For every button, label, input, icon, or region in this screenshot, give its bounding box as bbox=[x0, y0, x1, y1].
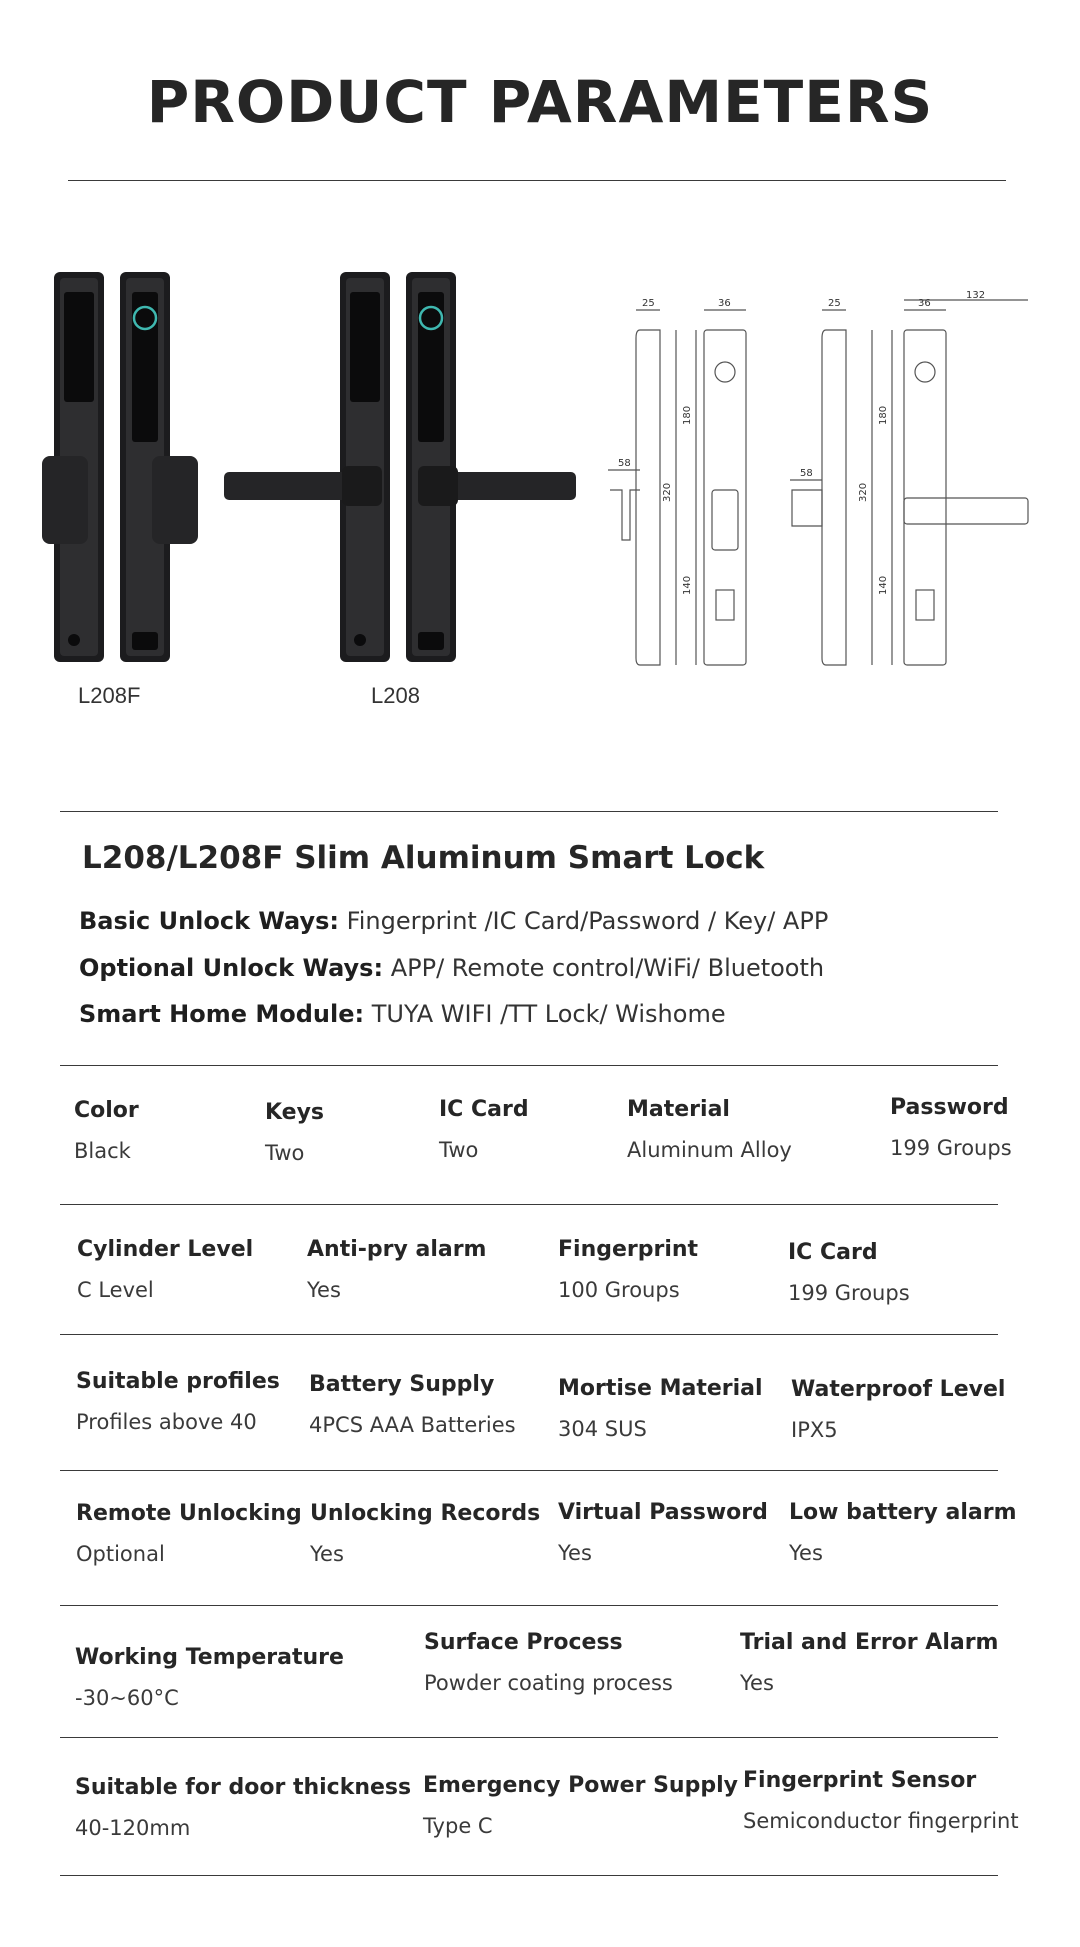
spec-value: Yes bbox=[740, 1671, 774, 1695]
spec-keys bbox=[265, 1100, 324, 1165]
dimension-drawing-b bbox=[786, 290, 1036, 670]
spec-value: 199 Groups bbox=[788, 1281, 910, 1305]
dim-label: 140 bbox=[682, 575, 693, 595]
spec-label: Working Temperature bbox=[75, 1645, 344, 1670]
model-label-l208f: L208F bbox=[78, 683, 141, 708]
spec-label: Unlocking Records bbox=[310, 1501, 541, 1526]
page-title: PRODUCT PARAMETERS bbox=[146, 68, 934, 136]
spec-password bbox=[890, 1095, 1012, 1160]
spec-value: C Level bbox=[77, 1278, 154, 1302]
dim-label: 180 bbox=[682, 405, 693, 425]
feature-label: Basic Unlock Ways: bbox=[79, 907, 340, 935]
spec-value: Semiconductor fingerprint bbox=[743, 1809, 1019, 1833]
spec-value: 4PCS AAA Batteries bbox=[309, 1413, 516, 1437]
spec-surface-process bbox=[424, 1630, 673, 1695]
feature-label: Optional Unlock Ways: bbox=[79, 954, 384, 982]
spec-label: Anti-pry alarm bbox=[307, 1237, 487, 1262]
spec-value: 304 SUS bbox=[558, 1417, 647, 1441]
row-divider bbox=[60, 1204, 998, 1205]
spec-label: Cylinder Level bbox=[77, 1237, 254, 1262]
spec-value: Profiles above 40 bbox=[76, 1410, 257, 1434]
spec-ic-card bbox=[439, 1097, 529, 1162]
spec-label: Battery Supply bbox=[309, 1372, 495, 1397]
spec-value: Yes bbox=[558, 1541, 592, 1565]
spec-label: Fingerprint bbox=[558, 1237, 699, 1262]
row-divider bbox=[60, 1875, 998, 1876]
spec-value: Powder coating process bbox=[424, 1671, 673, 1695]
lock-image-l208 bbox=[222, 262, 582, 672]
spec-label: Suitable for door thickness bbox=[75, 1775, 412, 1800]
spec-label: Surface Process bbox=[424, 1630, 623, 1655]
spec-fingerprint-sensor bbox=[743, 1768, 1019, 1833]
product-name: L208/L208F Slim Aluminum Smart Lock bbox=[82, 840, 765, 876]
feature-optional-unlock bbox=[79, 954, 824, 982]
spec-value: Yes bbox=[789, 1541, 823, 1565]
spec-material bbox=[627, 1097, 792, 1162]
spec-trial-and-error-alarm bbox=[740, 1630, 998, 1695]
spec-label: Mortise Material bbox=[558, 1376, 763, 1401]
dim-label: 180 bbox=[878, 405, 889, 425]
spec-label: Password bbox=[890, 1095, 1009, 1120]
dim-label: 132 bbox=[966, 290, 986, 301]
spec-remote-unlocking bbox=[76, 1501, 302, 1566]
feature-value: APP/ Remote control/WiFi/ Bluetooth bbox=[383, 954, 825, 982]
dim-label: 25 bbox=[828, 298, 841, 309]
spec-value: -30~60°C bbox=[75, 1686, 179, 1710]
feature-value: TUYA WIFI /TT Lock/ Wishome bbox=[364, 1000, 726, 1028]
feature-label: Smart Home Module: bbox=[79, 1000, 365, 1028]
spec-value: Aluminum Alloy bbox=[627, 1138, 792, 1162]
feature-smart-home bbox=[79, 1000, 726, 1028]
spec-suitable-profiles bbox=[76, 1369, 280, 1434]
spec-label: Remote Unlocking bbox=[76, 1501, 302, 1526]
feature-basic-unlock bbox=[79, 907, 828, 935]
row-divider bbox=[60, 1737, 998, 1738]
row-divider bbox=[60, 1065, 998, 1066]
dim-label: 320 bbox=[858, 482, 869, 502]
spec-emergency-power-supply bbox=[423, 1773, 738, 1838]
dim-label: 58 bbox=[800, 468, 813, 479]
spec-door-thickness bbox=[75, 1775, 411, 1840]
dim-label: 36 bbox=[918, 298, 931, 309]
spec-label: Low battery alarm bbox=[789, 1500, 1017, 1525]
dimension-drawing-a bbox=[600, 290, 775, 670]
spec-value: Yes bbox=[307, 1278, 341, 1302]
spec-value: 199 Groups bbox=[890, 1136, 1012, 1160]
spec-value: Optional bbox=[76, 1542, 165, 1566]
spec-battery-supply bbox=[309, 1372, 516, 1437]
spec-value: Two bbox=[439, 1138, 479, 1162]
spec-virtual-password bbox=[558, 1500, 768, 1565]
lock-image-l208f bbox=[38, 262, 198, 672]
spec-label: Waterproof Level bbox=[791, 1377, 1006, 1402]
spec-label: Suitable profiles bbox=[76, 1369, 280, 1394]
feature-value: Fingerprint /IC Card/Password / Key/ APP bbox=[339, 907, 829, 935]
spec-anti-pry-alarm bbox=[307, 1237, 486, 1302]
spec-value: 40-120mm bbox=[75, 1816, 191, 1840]
spec-color bbox=[74, 1098, 139, 1163]
spec-label: IC Card bbox=[439, 1097, 529, 1122]
spec-waterproof-level bbox=[791, 1377, 1005, 1442]
spec-low-battery-alarm bbox=[789, 1500, 1017, 1565]
spec-value: Two bbox=[265, 1141, 305, 1165]
spec-label: Color bbox=[74, 1098, 139, 1123]
spec-label: Trial and Error Alarm bbox=[740, 1630, 999, 1655]
spec-fingerprint bbox=[558, 1237, 698, 1302]
spec-cylinder-level bbox=[77, 1237, 253, 1302]
model-label-l208: L208 bbox=[371, 683, 420, 708]
spec-ic-card-capacity bbox=[788, 1240, 910, 1305]
section-divider bbox=[60, 811, 998, 812]
spec-value: Black bbox=[74, 1139, 131, 1163]
spec-label: IC Card bbox=[788, 1240, 878, 1265]
title-divider bbox=[68, 180, 1006, 181]
spec-label: Keys bbox=[265, 1100, 325, 1125]
dim-label: 140 bbox=[878, 575, 889, 595]
spec-mortise-material bbox=[558, 1376, 763, 1441]
spec-label: Emergency Power Supply bbox=[423, 1773, 738, 1798]
spec-working-temperature bbox=[75, 1645, 344, 1710]
row-divider bbox=[60, 1334, 998, 1335]
dim-label: 36 bbox=[718, 298, 731, 309]
spec-value: 100 Groups bbox=[558, 1278, 680, 1302]
dim-label: 25 bbox=[642, 298, 655, 309]
spec-value: Yes bbox=[310, 1542, 344, 1566]
spec-label: Fingerprint Sensor bbox=[743, 1768, 977, 1793]
dim-label: 320 bbox=[662, 482, 673, 502]
spec-unlocking-records bbox=[310, 1501, 540, 1566]
dim-label: 58 bbox=[618, 458, 631, 469]
spec-value: IPX5 bbox=[791, 1418, 838, 1442]
spec-label: Material bbox=[627, 1097, 730, 1122]
spec-label: Virtual Password bbox=[558, 1500, 768, 1525]
row-divider bbox=[60, 1605, 998, 1606]
row-divider bbox=[60, 1470, 998, 1471]
spec-value: Type C bbox=[423, 1814, 493, 1838]
